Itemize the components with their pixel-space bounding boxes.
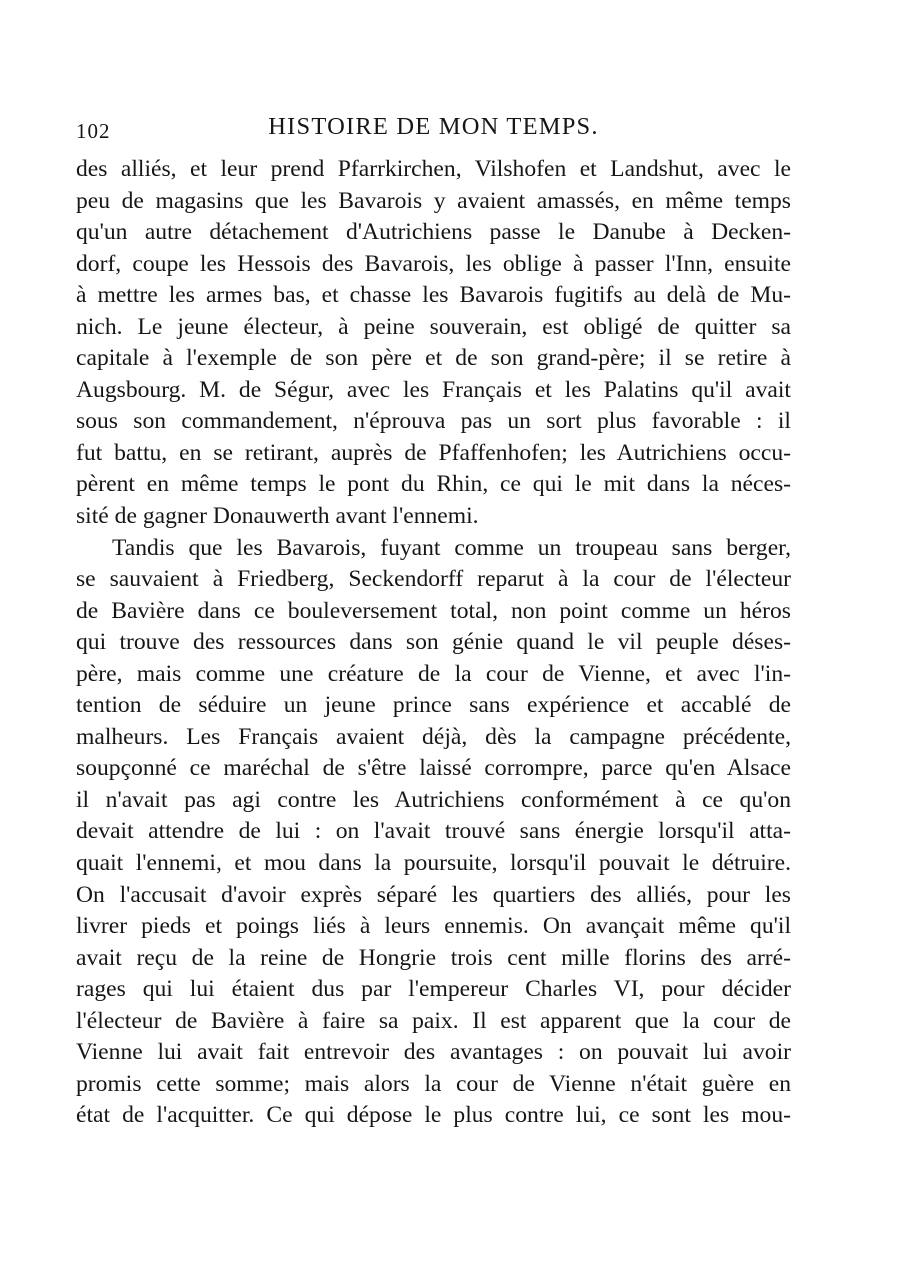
text-line: peu de magasins que les Bavarois y avaient amassés, en même temps: [76, 187, 791, 214]
text-line: devait attendre de lui : on l'avait trouvé sans énergie lorsqu'il atta-: [76, 818, 791, 845]
text-line: Augsbourg. M. de Ségur, avec les Français et les Palatins qu'il avait: [76, 376, 791, 403]
text-line: de Bavière dans ce bouleversement total, non point comme un héros: [76, 597, 791, 624]
text-line: dorf, coupe les Hessois des Bavarois, les oblige à passer l'Inn, ensuite: [76, 250, 791, 277]
text-line: sité de gagner Donauwerth avant l'ennemi.: [76, 503, 479, 530]
page-header: [76, 113, 791, 145]
text-line: des alliés, et leur prend Pfarrkirchen, Vilshofen et Landshut, avec le: [76, 156, 791, 182]
body-text: [76, 154, 791, 1132]
text-line: rages qui lui étaient dus par l'empereur Charles VI, pour décider: [76, 976, 791, 1003]
text-line: l'électeur de Bavière à faire sa paix. Il est apparent que la cour de: [76, 1007, 791, 1034]
text-line: promis cette somme; mais alors la cour de Vienne n'était guère en: [76, 1070, 791, 1097]
text-line: se sauvaient à Friedberg, Seckendorff reparut à la cour de l'électeur: [76, 566, 791, 593]
text-line: pèrent en même temps le pont du Rhin, ce qui le mit dans la néces-: [76, 471, 791, 498]
page-number: 102: [76, 119, 111, 143]
text-line: capitale à l'exemple de son père et de son grand-père; il se retire à: [76, 345, 791, 372]
text-line: Tandis que les Bavarois, fuyant comme un troupeau sans berger,: [112, 534, 791, 561]
paragraph: [76, 154, 791, 533]
text-line: tention de séduire un jeune prince sans expérience et accablé de: [76, 692, 791, 719]
text-line: qui trouve des ressources dans son génie quand le vil peuple déses-: [76, 629, 791, 656]
text-line: père, mais comme une créature de la cour de Vienne, et avec l'in-: [76, 660, 791, 687]
text-line: soupçonné ce maréchal de s'être laissé corrompre, parce qu'en Alsace: [76, 755, 791, 782]
text-line: qu'un autre détachement d'Autrichiens passe le Danube à Decken-: [76, 219, 791, 246]
text-line: état de l'acquitter. Ce qui dépose le plus contre lui, ce sont les mou-: [76, 1102, 791, 1129]
text-line: nich. Le jeune électeur, à peine souverain, est obligé de quitter sa: [76, 313, 791, 340]
text-line: sous son commandement, n'éprouva pas un sort plus favorable : il: [76, 408, 791, 435]
text-line: malheurs. Les Français avaient déjà, dès la campagne précédente,: [76, 723, 791, 750]
text-line: à mettre les armes bas, et chasse les Bavarois fugitifs au delà de Mu-: [76, 282, 791, 309]
text-line: fut battu, en se retirant, auprès de Pfaffenhofen; les Autrichiens occu-: [76, 439, 791, 466]
running-title: HISTOIRE DE MON TEMPS.: [268, 113, 599, 140]
text-line: avait reçu de la reine de Hongrie trois cent mille florins des arré-: [76, 944, 791, 971]
text-line: quait l'ennemi, et mou dans la poursuite, lorsqu'il pouvait le détruire.: [76, 850, 791, 877]
text-line: On l'accusait d'avoir exprès séparé les quartiers des alliés, pour les: [76, 881, 791, 908]
text-line: livrer pieds et poings liés à leurs ennemis. On avançait même qu'il: [76, 913, 791, 940]
text-line: Vienne lui avait fait entrevoir des avantages : on pouvait lui avoir: [76, 1039, 791, 1066]
text-line: il n'avait pas agi contre les Autrichiens conformément à ce qu'on: [76, 786, 791, 813]
paragraph: [76, 533, 791, 1132]
